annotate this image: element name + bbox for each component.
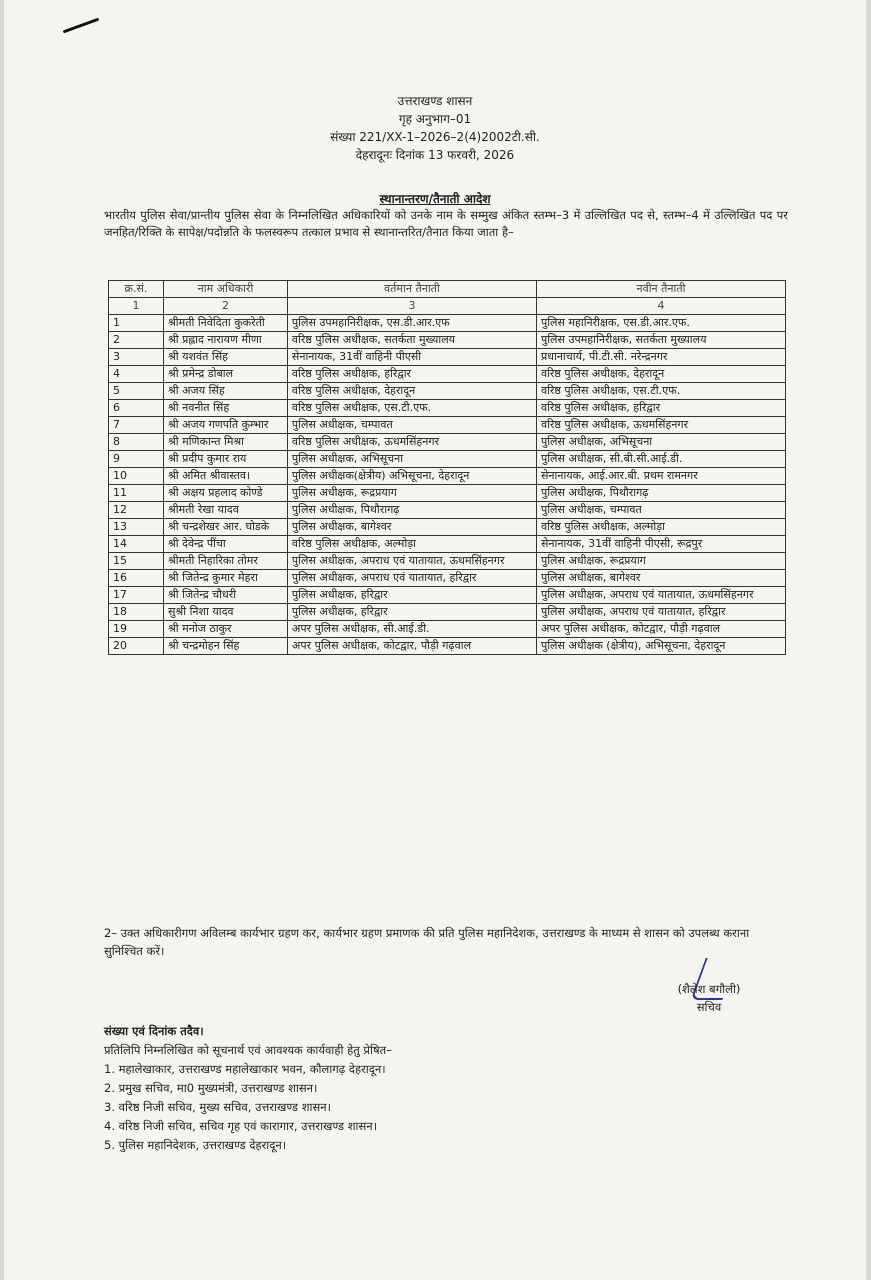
cell-new-posting: पुलिस अधीक्षक, चम्पावत	[536, 502, 785, 519]
cell-current-posting: वरिष्ठ पुलिस अधीक्षक, ऊधमसिंहनगर	[287, 434, 536, 451]
cell-sn: 8	[109, 434, 164, 451]
govt-name: उत्तराखण्ड शासन	[397, 94, 473, 108]
cell-current-posting: वरिष्ठ पुलिस अधीक्षक, एस.टी.एफ.	[287, 400, 536, 417]
cell-sn: 9	[109, 451, 164, 468]
cell-name: श्री प्रमेन्द्र डोबाल	[164, 366, 288, 383]
cell-sn: 6	[109, 400, 164, 417]
colnum-1: 1	[109, 298, 164, 315]
cell-current-posting: पुलिस अधीक्षक(क्षेत्रीय) अभिसूचना, देहरादून	[287, 468, 536, 485]
table-row	[109, 553, 786, 570]
table-row	[109, 349, 786, 366]
intro-paragraph: भारतीय पुलिस सेवा/प्रान्तीय पुलिस सेवा के निम्नलिखित अधिकारियों को उनके नाम के सम्मुख अंकित स्तम्भ–3 में उल्लिखित पद से, स्तम्भ–4 में उल्लिखित पद पर जनहित/रिक्ति के सापेक्ष/पदोन्नति के फलस्वरूप तत्काल प्रभाव से स्थानान्तरित/तैनात किया जाता है–	[104, 208, 788, 239]
table-row	[109, 383, 786, 400]
cell-sn: 5	[109, 383, 164, 400]
cell-current-posting: पुलिस अधीक्षक, रूद्रप्रयाग	[287, 485, 536, 502]
cell-new-posting: पुलिस अधीक्षक, सी.बी.सी.आई.डी.	[536, 451, 785, 468]
copy-item: 5. पुलिस महानिदेशक, उत्तराखण्ड देहरादून।	[104, 1138, 287, 1152]
table-row	[109, 536, 786, 553]
cell-current-posting: पुलिस अधीक्षक, पिथौरागढ़	[287, 502, 536, 519]
cell-current-posting: पुलिस अधीक्षक, हरिद्वार	[287, 587, 536, 604]
table-row	[109, 400, 786, 417]
colnum-2: 2	[164, 298, 288, 315]
cell-new-posting: पुलिस अधीक्षक, बागेश्वर	[536, 570, 785, 587]
cell-sn: 16	[109, 570, 164, 587]
copy-reference: संख्या एवं दिनांक तदैव।	[104, 1024, 204, 1038]
cell-current-posting: पुलिस अधीक्षक, अपराध एवं यातायात, ऊधमसिंहनगर	[287, 553, 536, 570]
table-row	[109, 417, 786, 434]
cell-sn: 2	[109, 332, 164, 349]
cell-new-posting: पुलिस उपमहानिरीक्षक, सतर्कता मुख्यालय	[536, 332, 785, 349]
cell-current-posting: वरिष्ठ पुलिस अधीक्षक, हरिद्वार	[287, 366, 536, 383]
colnum-4: 4	[536, 298, 785, 315]
cell-new-posting: पुलिस अधीक्षक, अभिसूचना	[536, 434, 785, 451]
cell-current-posting: पुलिस अधीक्षक, हरिद्वार	[287, 604, 536, 621]
cell-current-posting: अपर पुलिस अधीक्षक, सी.आई.डी.	[287, 621, 536, 638]
cell-sn: 20	[109, 638, 164, 655]
instruction-paragraph: 2– उक्त अधिकारीगण अविलम्ब कार्यभार ग्रहण कर, कार्यभार ग्रहण प्रमाणक की प्रति पुलिस महानिदेशक, उत्तराखण्ड के माध्यम से शासन को उपलब्ध कराना सुनिश्चित करें।	[104, 926, 750, 958]
document-page	[4, 0, 866, 1280]
copy-list	[104, 1022, 704, 1155]
table-row	[109, 570, 786, 587]
table-row	[109, 468, 786, 485]
cell-current-posting: वरिष्ठ पुलिस अधीक्षक, अल्मोड़ा	[287, 536, 536, 553]
cell-sn: 15	[109, 553, 164, 570]
cell-name: श्री मणिकान्त मिश्रा	[164, 434, 288, 451]
table-row	[109, 315, 786, 332]
cell-name: श्री देवेन्द्र पींचा	[164, 536, 288, 553]
cell-sn: 17	[109, 587, 164, 604]
cell-name: श्री अक्षय प्रहलाद कोण्डे	[164, 485, 288, 502]
cell-new-posting: अपर पुलिस अधीक्षक, कोटद्वार, पौड़ी गढ़वाल	[536, 621, 785, 638]
cell-name: श्री अजय गणपति कुम्भार	[164, 417, 288, 434]
cell-new-posting: पुलिस अधीक्षक, पिथौरागढ़	[536, 485, 785, 502]
cell-name: श्रीमती निवेदिता कुकरेती	[164, 315, 288, 332]
cell-name: सुश्री निशा यादव	[164, 604, 288, 621]
pen-mark	[63, 18, 100, 34]
cell-sn: 11	[109, 485, 164, 502]
cell-new-posting: सेनानायक, 31वीं वाहिनी पीएसी, रूद्रपुर	[536, 536, 785, 553]
cell-current-posting: वरिष्ठ पुलिस अधीक्षक, सतर्कता मुख्यालय	[287, 332, 536, 349]
cell-sn: 7	[109, 417, 164, 434]
table-row	[109, 604, 786, 621]
cell-new-posting: पुलिस अधीक्षक, अपराध एवं यातायात, हरिद्वार	[536, 604, 785, 621]
table-header-row	[109, 281, 786, 298]
table-row	[109, 451, 786, 468]
transfer-table	[108, 280, 786, 655]
place-date: देहरादूनः दिनांक 13 फरवरी, 2026	[355, 148, 515, 162]
reference-number: संख्या 221/XX-1–2026–2(4)2002टी.सी.	[330, 130, 540, 144]
cell-current-posting: वरिष्ठ पुलिस अधीक्षक, देहरादून	[287, 383, 536, 400]
cell-name: श्री मनोज ठाकुर	[164, 621, 288, 638]
signatory-designation: सचिव	[696, 1000, 722, 1014]
cell-sn: 1	[109, 315, 164, 332]
cell-current-posting: अपर पुलिस अधीक्षक, कोटद्वार, पौड़ी गढ़वाल	[287, 638, 536, 655]
cell-new-posting: प्रधानाचार्य, पी.टी.सी. नरेन्द्रनगर	[536, 349, 785, 366]
table-row	[109, 485, 786, 502]
cell-new-posting: वरिष्ठ पुलिस अधीक्षक, हरिद्वार	[536, 400, 785, 417]
cell-current-posting: पुलिस अधीक्षक, चम्पावत	[287, 417, 536, 434]
cell-name: श्री प्रदीप कुमार राय	[164, 451, 288, 468]
cell-current-posting: पुलिस उपमहानिरीक्षक, एस.डी.आर.एफ	[287, 315, 536, 332]
table-row	[109, 434, 786, 451]
cell-name: श्री जितेन्द्र चौधरी	[164, 587, 288, 604]
copy-item: 4. वरिष्ठ निजी सचिव, सचिव गृह एवं कारागार, उत्तराखण्ड शासन।	[104, 1119, 378, 1133]
cell-sn: 19	[109, 621, 164, 638]
table-row	[109, 519, 786, 536]
cell-sn: 3	[109, 349, 164, 366]
cell-name: श्री नवनीत सिंह	[164, 400, 288, 417]
table-colnum-row	[109, 298, 786, 315]
cell-new-posting: वरिष्ठ पुलिस अधीक्षक, एस.टी.एफ.	[536, 383, 785, 400]
cell-new-posting: पुलिस अधीक्षक (क्षेत्रीय), अभिसूचना, देहरादून	[536, 638, 785, 655]
table-row	[109, 332, 786, 349]
cell-sn: 4	[109, 366, 164, 383]
cell-name: श्री यशवंत सिंह	[164, 349, 288, 366]
cell-name: श्रीमती निहारिका तोमर	[164, 553, 288, 570]
cell-current-posting: पुलिस अधीक्षक, अभिसूचना	[287, 451, 536, 468]
table-row	[109, 502, 786, 519]
table-row	[109, 587, 786, 604]
cell-name: श्री चन्द्रमोहन सिंह	[164, 638, 288, 655]
signatory-name: (शैलेश बगौली)	[677, 982, 741, 996]
header-current: वर्तमान तैनाती	[287, 281, 536, 298]
cell-new-posting: पुलिस अधीक्षक, रूद्रप्रयाग	[536, 553, 785, 570]
cell-name: श्री अजय सिंह	[164, 383, 288, 400]
cell-name: श्री चन्द्रशेखर आर. घोडके	[164, 519, 288, 536]
cell-sn: 12	[109, 502, 164, 519]
table-row	[109, 638, 786, 655]
cell-new-posting: सेनानायक, आई.आर.बी. प्रथम रामनगर	[536, 468, 785, 485]
cell-current-posting: सेनानायक, 31वीं वाहिनी पीएसी	[287, 349, 536, 366]
cell-sn: 18	[109, 604, 164, 621]
cell-name: श्री प्रह्लाद नारायण मीणा	[164, 332, 288, 349]
header-new: नवीन तैनाती	[536, 281, 785, 298]
copy-item: 3. वरिष्ठ निजी सचिव, मुख्य सचिव, उत्तराखण्ड शासन।	[104, 1100, 332, 1114]
table-body	[109, 315, 786, 655]
order-title: स्थानान्तरण/तैनाती आदेश	[379, 192, 491, 206]
cell-current-posting: पुलिस अधीक्षक, अपराध एवं यातायात, हरिद्वार	[287, 570, 536, 587]
colnum-3: 3	[287, 298, 536, 315]
header-sn: क्र.सं.	[109, 281, 164, 298]
cell-new-posting: पुलिस महानिरीक्षक, एस.डी.आर.एफ.	[536, 315, 785, 332]
cell-sn: 13	[109, 519, 164, 536]
cell-name: श्री जितेन्द्र कुमार मेहरा	[164, 570, 288, 587]
copy-item: 2. प्रमुख सचिव, मा0 मुख्यमंत्री, उत्तराखण्ड शासन।	[104, 1081, 318, 1095]
cell-new-posting: पुलिस अधीक्षक, अपराध एवं यातायात, ऊधमसिंहनगर	[536, 587, 785, 604]
section-name: गृह अनुभाग–01	[398, 112, 472, 126]
cell-new-posting: वरिष्ठ पुलिस अधीक्षक, अल्मोड़ा	[536, 519, 785, 536]
cell-sn: 10	[109, 468, 164, 485]
cell-sn: 14	[109, 536, 164, 553]
cell-current-posting: पुलिस अधीक्षक, बागेश्वर	[287, 519, 536, 536]
cell-name: श्री अमित श्रीवास्तव।	[164, 468, 288, 485]
cell-new-posting: वरिष्ठ पुलिस अधीक्षक, ऊधमसिंहनगर	[536, 417, 785, 434]
table-row	[109, 621, 786, 638]
copy-item: 1. महालेखाकार, उत्तराखण्ड महालेखाकार भवन, कौलागढ़ देहरादून।	[104, 1062, 386, 1076]
header-name: नाम अधिकारी	[164, 281, 288, 298]
table-row	[109, 366, 786, 383]
signature-block	[644, 980, 774, 1016]
cell-name: श्रीमती रेखा यादव	[164, 502, 288, 519]
copy-intro: प्रतिलिपि निम्नलिखित को सूचनार्थ एवं आवश्यक कार्यवाही हेतु प्रेषित–	[104, 1043, 392, 1057]
cell-new-posting: वरिष्ठ पुलिस अधीक्षक, देहरादून	[536, 366, 785, 383]
